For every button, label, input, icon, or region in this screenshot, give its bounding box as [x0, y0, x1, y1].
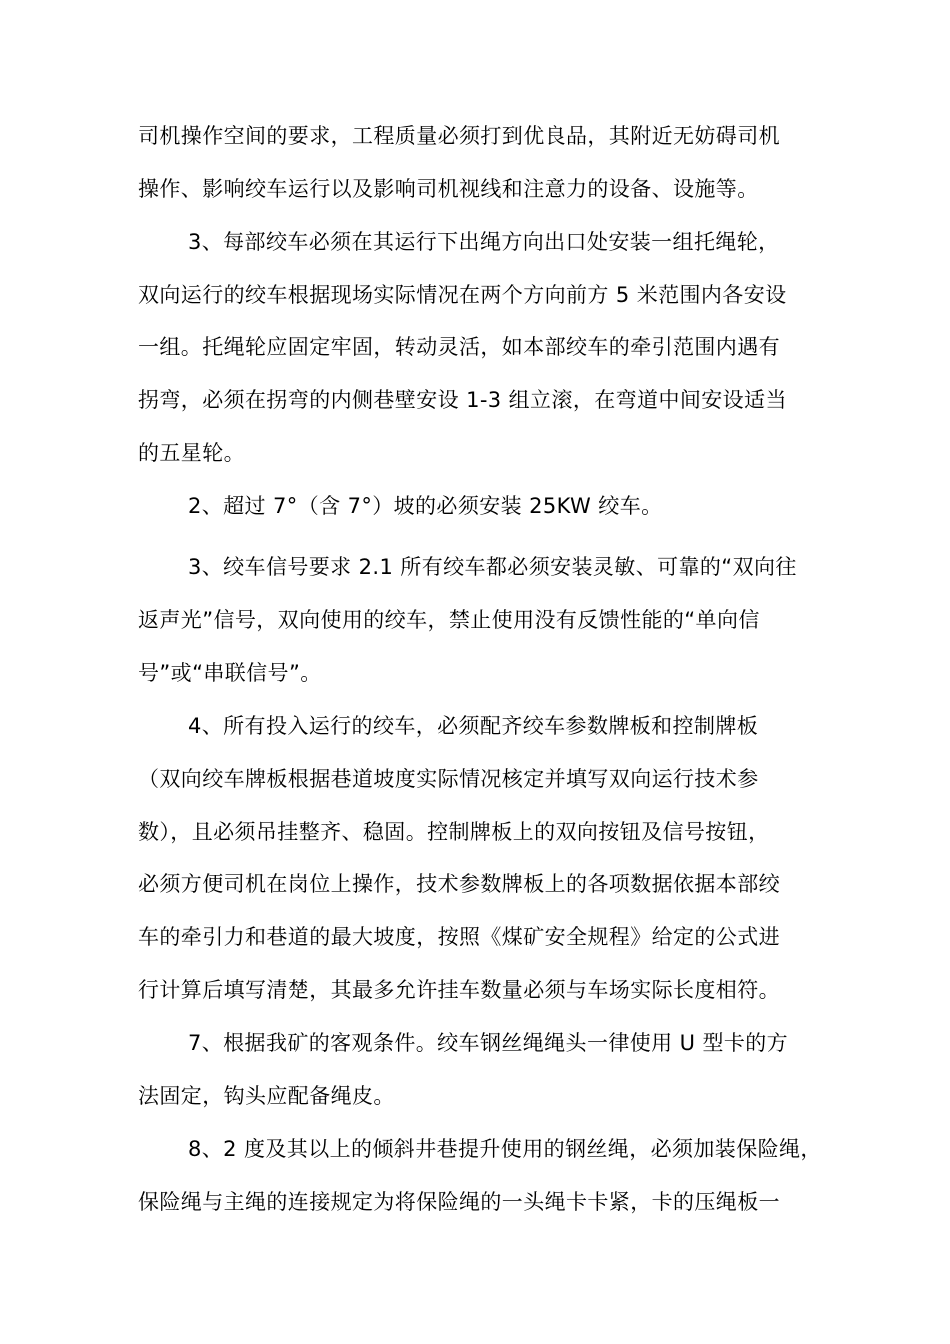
text-line: 号”或“串联信号”。	[138, 661, 322, 685]
text-line: 拐弯，必须在拐弯的内侧巷壁安设 1-3 组立滚，在弯道中间安设适当	[138, 388, 787, 412]
paragraph-3b-start: 3、绞车信号要求 2.1 所有绞车都必须安装灵敏、可靠的“双向往	[188, 555, 797, 579]
text-line: 双向运行的绞车根据现场实际情况在两个方向前方 5 米范围内各安设	[138, 283, 787, 307]
text-line: 数），且必须吊挂整齐、稳固。控制牌板上的双向按钮及信号按钮，	[138, 820, 770, 844]
paragraph-3-start: 3、每部绞车必须在其运行下出绳方向出口处安装一组托绳轮，	[188, 230, 780, 254]
paragraph-7-start: 7、根据我矿的客观条件。绞车钢丝绳绳头一律使用 U 型卡的方	[188, 1031, 789, 1055]
text-line: 车的牵引力和巷道的最大坡度，按照《煤矿安全规程》给定的公式进	[138, 925, 780, 949]
text-line: 司机操作空间的要求，工程质量必须打到优良品，其附近无妨碍司机	[138, 124, 780, 148]
text-line: （双向绞车牌板根据巷道坡度实际情况核定并填写双向运行技术参	[138, 767, 759, 791]
paragraph-2: 2、超过 7°（含 7°）坡的必须安装 25KW 绞车。	[188, 494, 663, 518]
text-line: 的五星轮。	[138, 441, 245, 465]
paragraph-4-start: 4、所有投入运行的绞车，必须配齐绞车参数牌板和控制牌板	[188, 714, 759, 738]
text-line: 操作、影响绞车运行以及影响司机视线和注意力的设备、设施等。	[138, 177, 759, 201]
text-line: 一组。托绳轮应固定牢固，转动灵活，如本部绞车的牵引范围内遇有	[138, 335, 780, 359]
text-line: 法固定，钩头应配备绳皮。	[138, 1084, 395, 1108]
text-line: 必须方便司机在岗位上操作，技术参数牌板上的各项数据依据本部绞	[138, 872, 780, 896]
text-line: 保险绳与主绳的连接规定为将保险绳的一头绳卡卡紧，卡的压绳板一	[138, 1190, 780, 1214]
text-line: 行计算后填写清楚，其最多允许挂车数量必须与车场实际长度相符。	[138, 978, 780, 1002]
text-line: 返声光”信号，双向使用的绞车，禁止使用没有反馈性能的“单向信	[138, 608, 760, 632]
paragraph-8-start: 8、2 度及其以上的倾斜井巷提升使用的钢丝绳，必须加装保险绳，	[188, 1137, 822, 1161]
